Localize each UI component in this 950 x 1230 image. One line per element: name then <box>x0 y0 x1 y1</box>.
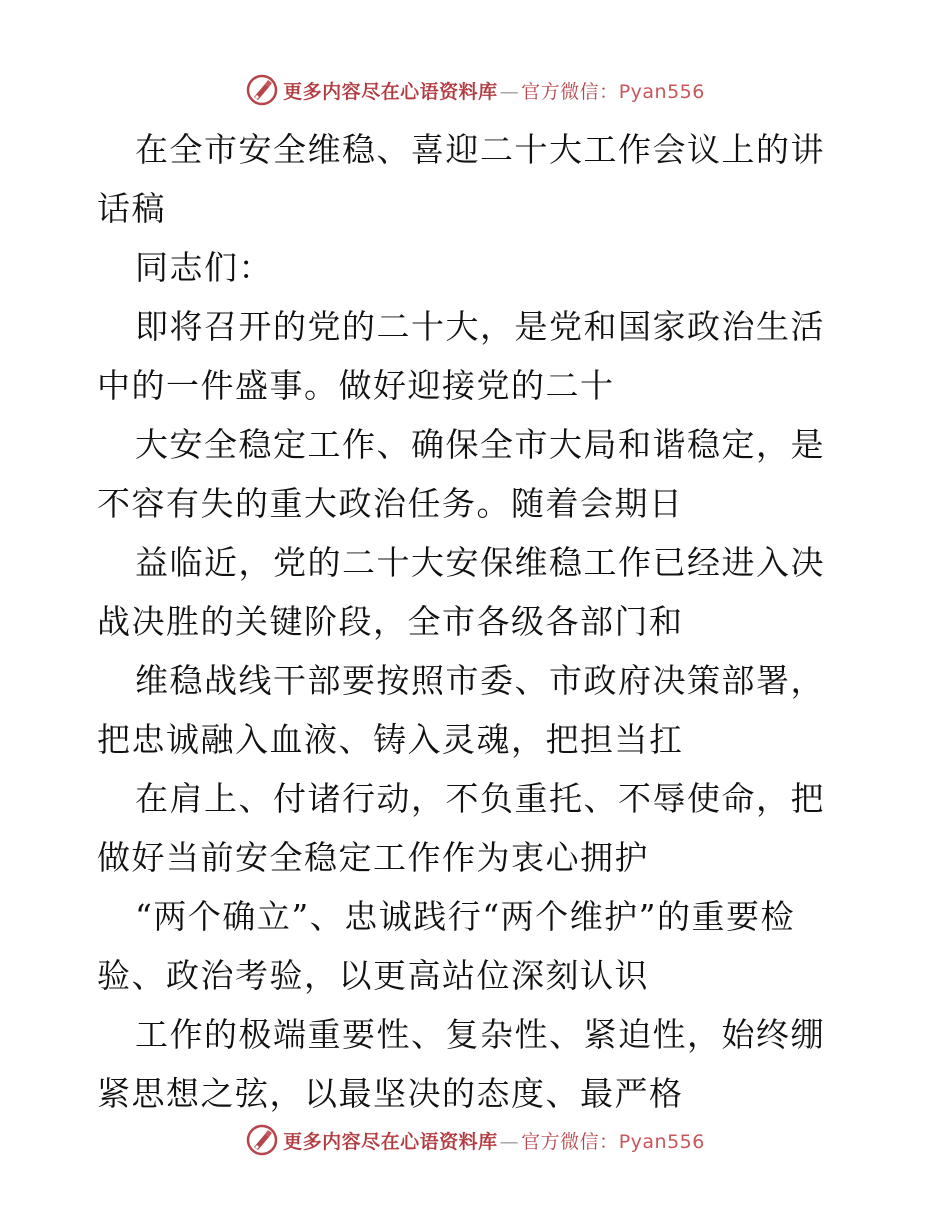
watermark-wechat-id: Pyan556 <box>618 1130 705 1153</box>
salutation: 同志们： <box>135 248 273 287</box>
watermark-text <box>283 77 705 104</box>
watermark-wechat-label: 官方微信： <box>521 1130 619 1153</box>
document-body <box>97 120 857 1123</box>
watermark-wechat-id: Pyan556 <box>618 80 705 103</box>
body-paragraph: 益临近，党的二十大安保维稳工作已经进入决战决胜的关键阶段，全市各级各部门和 <box>97 543 825 641</box>
watermark-wechat-label: 官方微信： <box>521 80 619 103</box>
pen-nib-logo-icon <box>245 1123 279 1157</box>
header-watermark-banner <box>0 70 950 110</box>
body-paragraph: 即将召开的党的二十大，是党和国家政治生活中的一件盛事。做好迎接党的二十 <box>97 307 825 405</box>
body-paragraph: 工作的极端重要性、复杂性、紧迫性，始终绷紧思想之弦，以最坚决的态度、最严格 <box>97 1015 825 1113</box>
document-title: 在全市安全维稳、喜迎二十大工作会议上的讲话稿 <box>97 130 825 228</box>
body-paragraph: 维稳战线干部要按照市委、市政府决策部署，把忠诚融入血液、铸入灵魂，把担当扛 <box>97 661 825 759</box>
body-paragraph: “两个确立”、忠诚践行“两个维护”的重要检验、政治考验，以更高站位深刻认识 <box>97 897 795 995</box>
pen-nib-logo-icon <box>245 73 279 107</box>
watermark-lead-text: 更多内容尽在心语资料库 <box>283 80 498 103</box>
watermark-dash: — <box>499 80 520 103</box>
watermark-text <box>283 1127 705 1154</box>
body-paragraph: 大安全稳定工作、确保全市大局和谐稳定，是不容有失的重大政治任务。随着会期日 <box>97 425 825 523</box>
body-paragraph: 在肩上、付诸行动，不负重托、不辱使命，把做好当前安全稳定工作作为衷心拥护 <box>97 779 825 877</box>
watermark-dash: — <box>499 1130 520 1153</box>
watermark-lead-text: 更多内容尽在心语资料库 <box>283 1130 498 1153</box>
footer-watermark-banner <box>0 1120 950 1160</box>
